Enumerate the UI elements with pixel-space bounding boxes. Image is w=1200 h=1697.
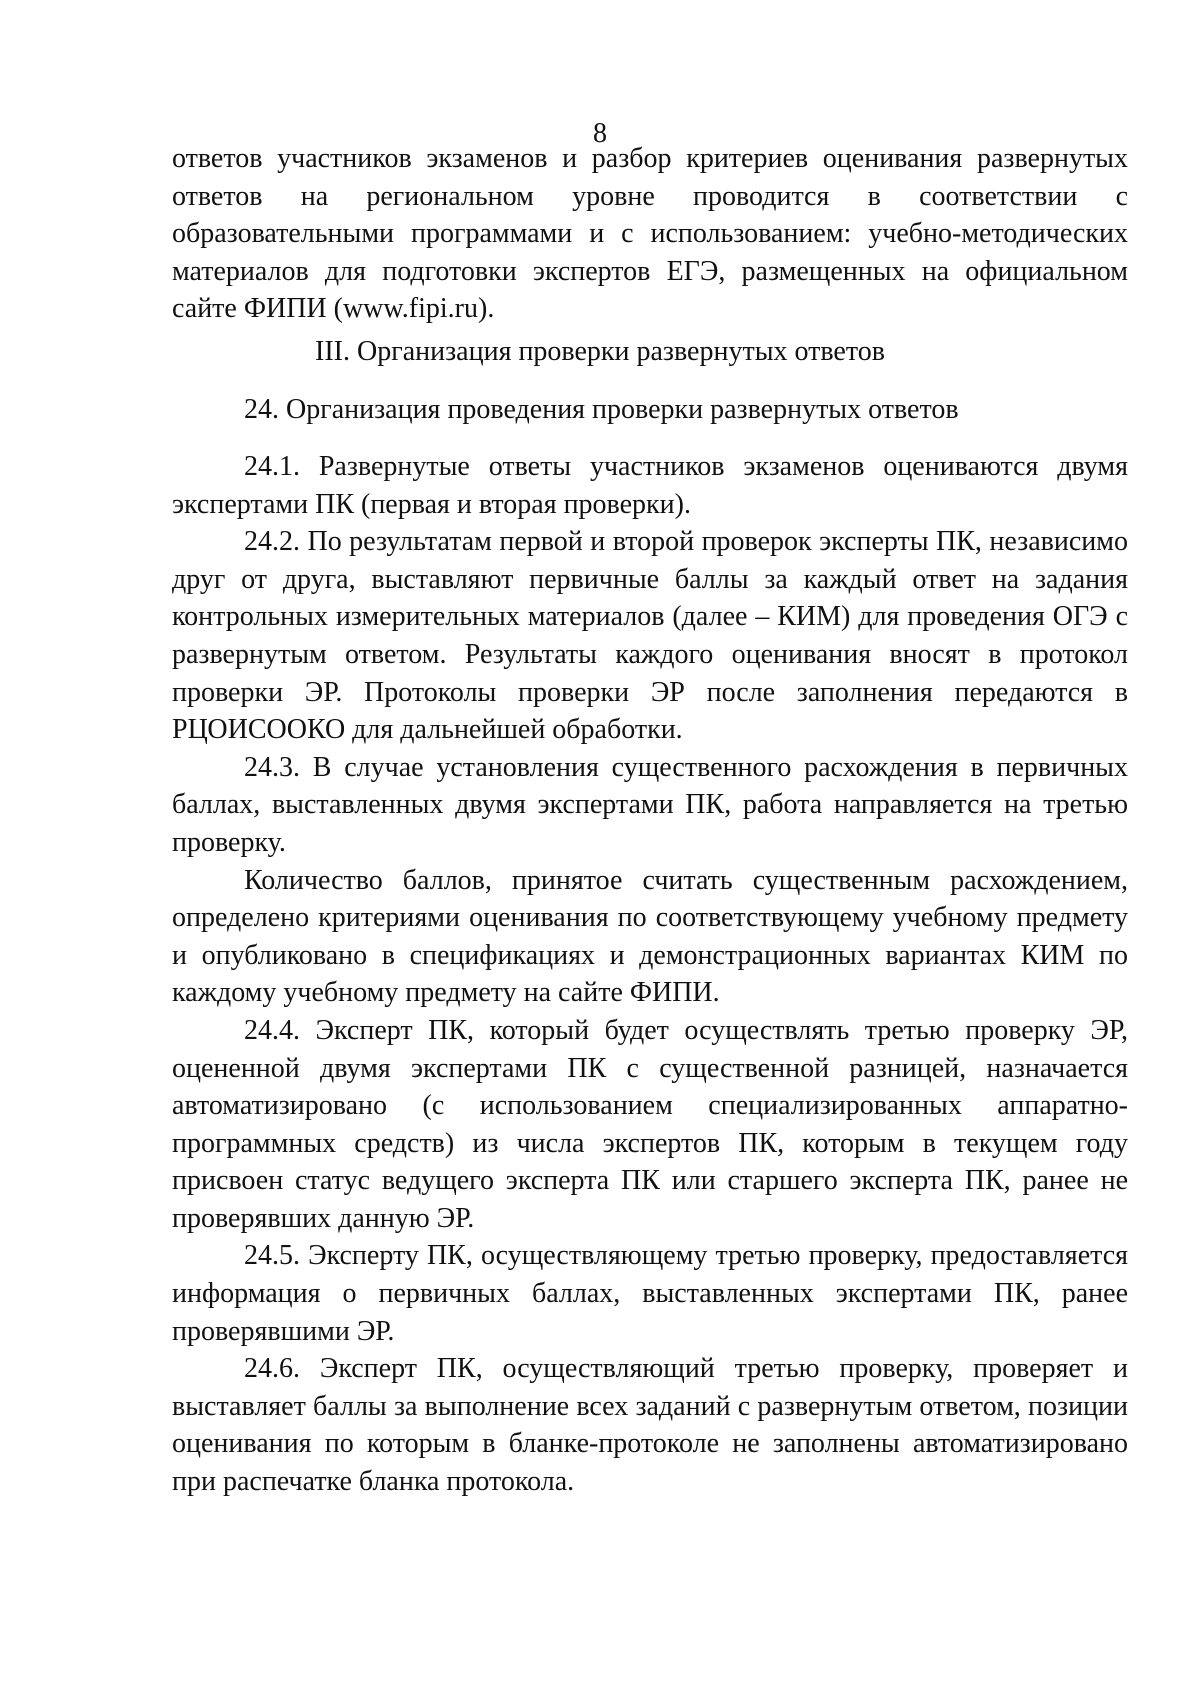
page-number: 8 [593,118,607,149]
paragraph-24-6: 24.6. Эксперт ПК, осуществляющий третью проверку, проверяет и выставляет баллы за выполнение всех заданий с развернутым ответом, позиции оценивания по которым в бланке-протоколе не заполнены автоматизировано при распечатке бланка протокола. [172,1353,1128,1498]
subsection-heading: 24. Организация проведения проверки развернутых ответов [244,394,959,425]
body-text [172,448,1128,1501]
paragraph-24-1: 24.1. Развернутые ответы участников экзаменов оцениваются двумя экспертами ПК (первая и вторая проверки). [172,451,1128,520]
paragraph-24-2: 24.2. По результатам первой и второй проверок эксперты ПК, независимо друг от друга, выставляют первичные баллы за каждый ответ на задания контрольных измерительных материалов (далее – КИМ) для проведения ОГЭ с развернутым ответом. Результаты каждого оценивания вносят в протокол проверки ЭР. Протоколы проверки ЭР после заполнения передаются в РЦОИСООКО для дальнейшей обработки. [172,526,1128,746]
paragraph-discrepancy-note: Количество баллов, принятое считать существенным расхождением, определено критериями оценивания по соответствующему учебному предмету и опубликовано в спецификациях и демонстрационных вариантах КИМ по каждому учебному предмету на сайте ФИПИ. [172,864,1128,1009]
intro-paragraph: ответов участников экзаменов и разбор критериев оценивания развернутых ответов на региональном уровне проводится в соответствии с образовательными программами и с использованием: учебно-методических материалов для подготовки экспертов ЕГЭ, размещенных на официальном сайте ФИПИ (www.fipi.ru). [172,143,1128,325]
intro-paragraph-block [172,140,1128,328]
paragraph-24-4: 24.4. Эксперт ПК, который будет осуществлять третью проверку ЭР, оцененной двумя экспертами ПК с существенной разницей, назначается автоматизировано (с использованием специализированных аппаратно-программных средств) из числа экспертов ПК, которым в текущем году присвоен статус ведущего эксперта ПК или старшего эксперта ПК, ранее не проверявших данную ЭР. [172,1014,1128,1234]
paragraph-24-5: 24.5. Эксперту ПК, осуществляющему третью проверку, предоставляется информация о первичных баллах, выставленных экспертами ПК, ранее проверявшими ЭР. [172,1240,1128,1347]
section-heading: III. Организация проверки развернутых ответов [315,336,885,367]
paragraph-24-3: 24.3. В случае установления существенного расхождения в первичных баллах, выставленных двумя экспертами ПК, работа направляется на третью проверку. [172,751,1128,858]
